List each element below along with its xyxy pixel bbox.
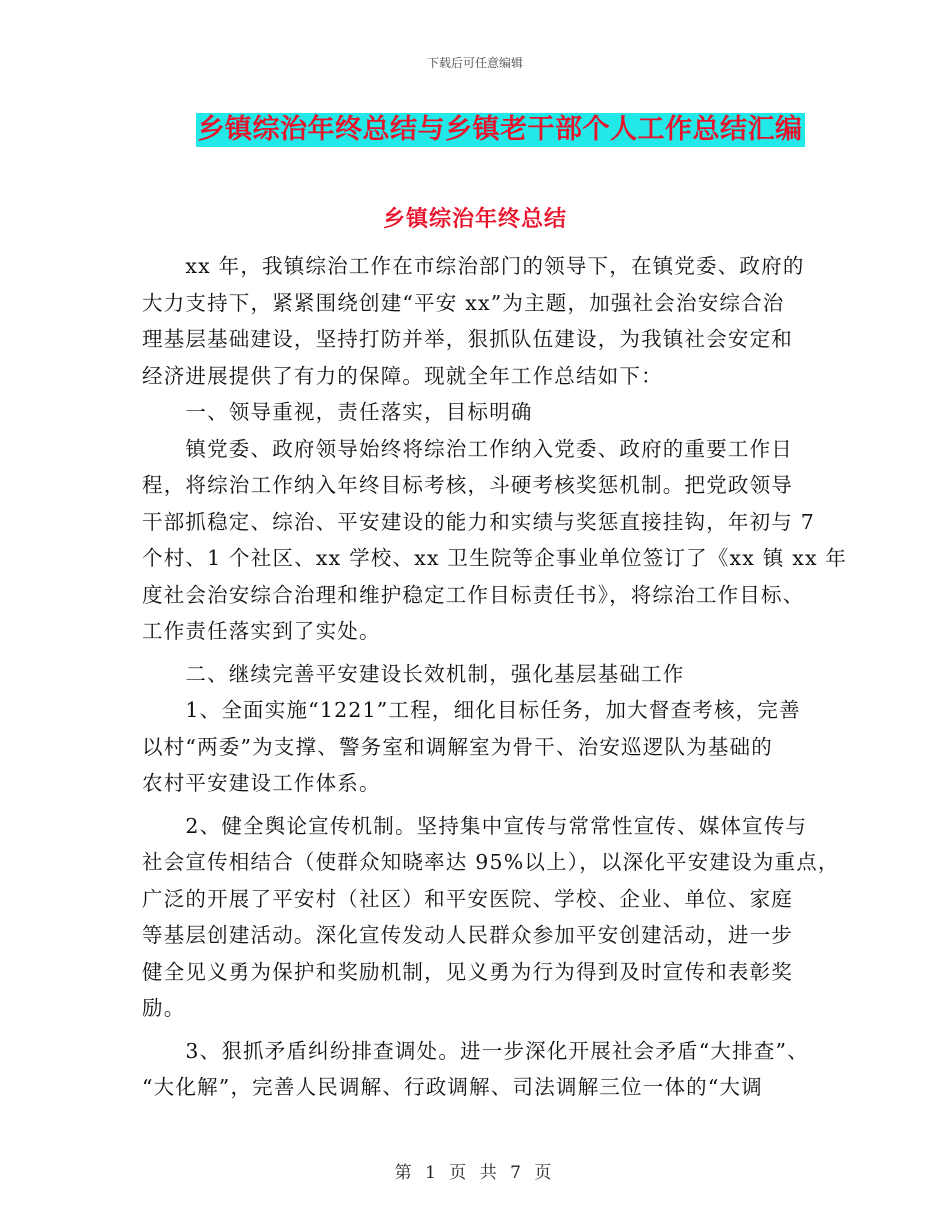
body-line: 二、继续完善平安建设长效机制，强化基层基础工作 [142,661,685,686]
body-line: 3、狠抓矛盾纠纷排查调处。进一步深化开展社会矛盾“大排查”、 [142,1038,809,1063]
header-note: 下载后可任意编辑 [426,56,523,70]
body-line: 理基层基础建设，坚持打防并举，狠抓队伍建设，为我镇社会安定和 [142,327,793,351]
body-line: 励。 [142,996,186,1020]
page-footer: 第 1 页 共 7 页 [394,1163,556,1183]
body-line: 等基层创建活动。深化宣传发动人民群众参加平安创建活动，进一步 [142,923,793,947]
body-text [142,248,848,1106]
body-line: 社会宣传相结合（使群众知晓率达 95%以上），以深化平安建设为重点， [142,850,840,874]
body-line: 一、领导重视，责任落实，目标明确 [142,400,533,424]
body-line: 以村“两委”为支撑、警务室和调解室为骨干、治安巡逻队为基础的 [142,734,773,759]
body-line: 大力支持下，紧紧围绕创建“平安 xx”为主题，加强社会治安综合治 [142,290,785,315]
body-line: 干部抓稳定、综治、平安建设的能力和实绩与奖惩直接挂钩，年初与 7 [142,509,815,534]
body-line: 广泛的开展了平安村（社区）和平安医院、学校、企业、单位、家庭 [142,886,793,911]
body-line: 个村、1 个社区、xx 学校、xx 卫生院等企事业单位签订了《xx 镇 xx 年 [142,546,848,570]
body-line: 1、全面实施“1221”工程，细化目标任务，加大督查考核，完善 [142,698,801,722]
body-line: 镇党委、政府领导始终将综治工作纳入党委、政府的重要工作日 [142,436,793,461]
body-line: 农村平安建设工作体系。 [142,771,381,795]
body-line: 2、健全舆论宣传机制。坚持集中宣传与常常性宣传、媒体宣传与 [142,813,808,838]
document-title: 乡镇综治年终总结与乡镇老干部个人工作总结汇编 [197,114,803,145]
body-line: 程，将综治工作纳入年终目标考核，斗硬考核奖惩机制。把党政领导 [142,473,793,497]
body-line: 经济进展提供了有力的保障。现就全年工作总结如下： [142,363,663,388]
body-line: xx 年，我镇综治工作在市综治部门的领导下，在镇党委、政府的 [142,254,805,278]
body-line: 工作责任落实到了实处。 [142,619,381,643]
body-line: “大化解”，完善人民调解、行政调解、司法调解三位一体的“大调 [142,1075,763,1099]
body-line: 度社会治安综合治理和维护稳定工作目标责任书》，将综治工作目标、 [142,582,805,607]
body-line: 健全见义勇为保护和奖励机制，见义勇为行为得到及时宣传和表彰奖 [142,959,793,984]
section-title: 乡镇综治年终总结 [382,207,567,232]
document-title-wrap [0,113,950,147]
